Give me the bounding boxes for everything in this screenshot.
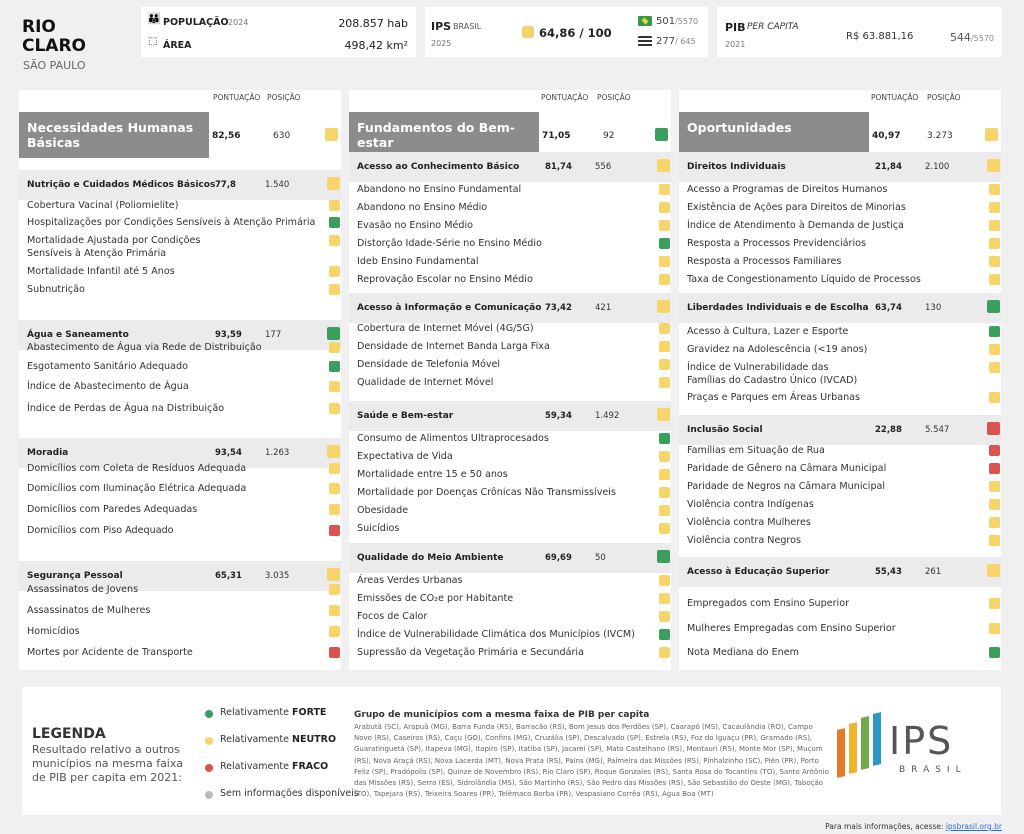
legend-panel — [22, 687, 1001, 815]
rank-state-value: 277 — [656, 36, 676, 47]
component-score: 59,34 — [545, 411, 572, 421]
indicator-color-square — [989, 238, 1000, 249]
indicator-label: Áreas Verdes Urbanas — [357, 575, 463, 586]
legend-description: Resultado relativo a outros municípios na mesma faixa de PIB per capita em 2021: — [32, 743, 184, 784]
component-position: 130 — [925, 303, 942, 313]
component-name: Inclusão Social — [687, 425, 763, 435]
indicator-color-square — [329, 235, 340, 246]
population-year: 2024 — [228, 18, 249, 27]
rank-brazil — [656, 16, 698, 27]
population-label: POPULAÇÃO — [163, 17, 229, 28]
indicator-label: Mortes por Acidente de Transporte — [27, 647, 193, 658]
indicator-color-square — [659, 611, 670, 622]
indicator-color-square — [329, 647, 340, 658]
indicator-color-square — [329, 605, 340, 616]
indicator-label: Homicídios — [27, 626, 80, 637]
indicator-label: Expectativa de Vida — [357, 451, 453, 462]
indicator-label: Obesidade — [357, 505, 409, 516]
component-name: Acesso à Educação Superior — [687, 567, 830, 577]
indicator-color-square — [329, 217, 340, 228]
indicator-color-square — [659, 220, 670, 231]
dimension-color-square — [325, 128, 338, 141]
indicator-color-square — [989, 647, 1000, 658]
indicator-color-square — [989, 256, 1000, 267]
indicator-label: Abastecimento de Água via Rede de Distribuição — [27, 342, 262, 353]
component-position: 2.100 — [925, 162, 950, 172]
indicator-color-square — [989, 445, 1000, 456]
indicator-label: Cobertura Vacinal (Poliomielite) — [27, 200, 179, 211]
legend-dot — [205, 764, 213, 772]
component-name: Moradia — [27, 448, 69, 458]
indicator-label: Subnutrição — [27, 284, 85, 295]
component-score: 65,31 — [215, 571, 242, 581]
logo-subtext: BRASIL — [899, 765, 967, 775]
indicator-label: Violência contra Negros — [687, 535, 802, 546]
indicator-label: Domicílios com Paredes Adequadas — [27, 504, 198, 515]
indicator-color-square — [989, 463, 1000, 474]
indicator-label: Supressão da Vegetação Primária e Secundária — [357, 647, 584, 658]
indicator-label: Taxa de Congestionamento Líquido de Processos — [687, 274, 921, 285]
component-name: Água e Saneamento — [27, 330, 129, 340]
logo-bar-1 — [837, 728, 845, 778]
component-name: Acesso à Informação e Comunicação — [357, 303, 542, 313]
legend-item-text: Sem informações disponíveis — [220, 788, 359, 799]
dimension-column-basic-needs — [19, 90, 341, 670]
indicator-label: Cobertura de Internet Móvel (4G/5G) — [357, 323, 534, 334]
header-position: POSIÇÃO — [927, 93, 961, 102]
component-position: 3.035 — [265, 571, 290, 581]
indicator-label: Paridade de Negros na Câmara Municipal — [687, 481, 886, 492]
pib-card — [717, 7, 1002, 57]
indicator-color-square — [329, 381, 340, 392]
dimension-score: 82,56 — [212, 131, 241, 141]
indicator-color-square — [989, 220, 1000, 231]
indicator-label: Violência contra Mulheres — [687, 517, 811, 528]
component-score: 93,59 — [215, 330, 242, 340]
component-color-square — [987, 300, 1000, 313]
component-name: Segurança Pessoal — [27, 571, 123, 581]
indicator-label: Ideb Ensino Fundamental — [357, 256, 479, 267]
indicator-color-square — [329, 626, 340, 637]
city-name-line2: CLARO — [22, 36, 87, 56]
indicator-label: Domicílios com Iluminação Elétrica Adequada — [27, 483, 247, 494]
dimension-score: 40,97 — [872, 131, 901, 141]
indicator-label: Resposta a Processos Previdenciários — [687, 238, 866, 249]
component-row — [679, 557, 1001, 587]
indicator-color-square — [989, 499, 1000, 510]
legend-item-strength: NEUTRO — [292, 734, 337, 745]
component-position: 50 — [595, 553, 606, 563]
indicator-label: Mortalidade Ajustada por Condições Sensíveis à Atenção Primária — [27, 235, 201, 259]
indicator-label: Reprovação Escolar no Ensino Médio — [357, 274, 533, 285]
indicator-label: Empregados com Ensino Superior — [687, 598, 850, 609]
component-color-square — [987, 422, 1000, 435]
pib-value: R$ 63.881,16 — [846, 31, 914, 42]
ips-sub: BRASIL — [453, 22, 482, 31]
indicator-label: Evasão no Ensino Médio — [357, 220, 474, 231]
indicator-color-square — [989, 517, 1000, 528]
indicator-color-square — [659, 341, 670, 352]
component-color-square — [657, 300, 670, 313]
indicator-label: Consumo de Alimentos Ultraprocesados — [357, 433, 549, 444]
indicator-label: Famílias em Situação de Rua — [687, 445, 825, 456]
component-row — [349, 543, 671, 573]
component-row — [679, 152, 1001, 182]
indicator-label: Abandono no Ensino Médio — [357, 202, 488, 213]
indicator-label: Violência contra Indígenas — [687, 499, 814, 510]
component-color-square — [987, 564, 1000, 577]
indicator-color-square — [329, 403, 340, 414]
component-row — [349, 152, 671, 182]
component-position: 261 — [925, 567, 942, 577]
component-score: 22,88 — [875, 425, 902, 435]
component-score: 81,74 — [545, 162, 572, 172]
legend-item-text: Relativamente — [220, 734, 292, 745]
indicator-label: Índice de Abastecimento de Água — [27, 381, 189, 392]
indicator-label: Gravidez na Adolescência (<19 anos) — [687, 344, 868, 355]
legend-dot — [205, 710, 213, 718]
component-color-square — [327, 177, 340, 190]
component-score: 21,84 — [875, 162, 902, 172]
component-score: 63,74 — [875, 303, 902, 313]
dimension-score: 71,05 — [542, 131, 571, 141]
indicator-color-square — [659, 469, 670, 480]
indicator-color-square — [989, 344, 1000, 355]
indicator-color-square — [989, 535, 1000, 546]
component-name: Acesso ao Conhecimento Básico — [357, 162, 520, 172]
indicator-color-square — [659, 323, 670, 334]
group-text: Arabutã (SC), Arapuã (MG), Barra Funda (RS), Barracão (RS), Bom Jesus dos Perdões (SP), Caarapó (MS), Cacaulândia (RO), Campo Novo (RS), Caseiros (RS), Caçu (GO), Confins (MG), Cruzália (SP), Descalvado (SP), Estrela (RS), Foz do Iguaçu (PR), Gramado (RS), Guaratinguetá (SP), Itapeva (MG), Itapiro (SP), Itatiba (SP), Jacareí (SP), Mato Castelhano (RS), Montauri (RS), Monte Mor (SP), Muçum (RS), Nova Araçá (RS), Nova Lacerda (MT), Nova Prata (RS), Pains (MG), Palmeira das Missões (RS), Pinhalzinho (SC), Piên (PR), Porto Feliz (SP), Pradópolis (SP), Quinze de Novembro (RS), Rio Claro (SP), Roque Gonzales (RS), Santa Rosa do Tocantins (TO), Santo Antônio das Missões (RS), Serra (ES), Sidrolândia (MS), São Martinho (RS), São Pedro das Missões (RS), São Sebastião do Oeste (MG), Taboção (TO), Tapejara (RS), Teixeira Soares (PR), Telêmaco Borba (PR), Vespasiano Corrêa (RS), Água Boa (MT) — [354, 723, 829, 799]
indicator-color-square — [659, 274, 670, 285]
component-position: 556 — [595, 162, 612, 172]
legend-item — [220, 788, 359, 799]
indicator-label: Paridade de Gênero na Câmara Municipal — [687, 463, 887, 474]
legend-item-text: Relativamente — [220, 761, 292, 772]
indicator-color-square — [659, 256, 670, 267]
population-value: 208.857 hab — [338, 17, 408, 30]
indicator-label: Índice de Perdas de Água na Distribuição — [27, 403, 225, 414]
indicator-label: Focos de Calor — [357, 611, 428, 622]
indicator-label: Domicílios com Piso Adequado — [27, 525, 174, 536]
indicator-color-square — [659, 505, 670, 516]
component-position: 177 — [265, 330, 282, 340]
component-name: Nutrição e Cuidados Médicos Básicos — [27, 180, 216, 190]
indicator-label: Nota Mediana do Enem — [687, 647, 799, 658]
indicator-color-square — [659, 359, 670, 370]
legend-item — [220, 734, 336, 745]
indicator-color-square — [659, 523, 670, 534]
indicator-color-square — [659, 184, 670, 195]
component-row — [679, 293, 1001, 323]
indicator-color-square — [989, 623, 1000, 634]
dimension-color-square — [985, 128, 998, 141]
rank-brazil-value: 501 — [656, 16, 676, 27]
indicator-color-square — [659, 575, 670, 586]
indicator-label: Abandono no Ensino Fundamental — [357, 184, 522, 195]
indicator-color-square — [659, 377, 670, 388]
indicator-color-square — [989, 362, 1000, 373]
footer-text: Para mais informações, acesse: — [825, 822, 946, 831]
indicator-color-square — [659, 202, 670, 213]
pib-sub: PER CAPITA — [747, 22, 799, 32]
legend-title: LEGENDA — [32, 726, 106, 742]
logo-bar-3 — [861, 716, 869, 770]
component-score: 55,43 — [875, 567, 902, 577]
component-position: 5.547 — [925, 425, 950, 435]
component-name: Saúde e Bem-estar — [357, 411, 454, 421]
component-color-square — [657, 159, 670, 172]
city-name-line1: RIO — [22, 17, 56, 37]
legend-dot — [205, 737, 213, 745]
indicator-label: Mortalidade entre 15 e 50 anos — [357, 469, 508, 480]
indicator-label: Suicídios — [357, 523, 400, 534]
area-label: ÁREA — [163, 40, 192, 51]
component-position: 1.540 — [265, 180, 290, 190]
indicator-color-square — [329, 525, 340, 536]
component-name: Direitos Individuais — [687, 162, 786, 172]
component-score: 73,42 — [545, 303, 572, 313]
indicator-color-square — [989, 274, 1000, 285]
footer-link[interactable]: ipsbrasil.org.br — [945, 822, 1002, 831]
indicator-label: Hospitalizações por Condições Sensíveis à Atenção Primária — [27, 217, 316, 228]
population-area-card — [141, 7, 416, 57]
pib-year: 2021 — [725, 40, 746, 49]
ips-score-card — [425, 7, 708, 57]
component-color-square — [987, 159, 1000, 172]
legend-dot — [205, 791, 213, 799]
indicator-label: Assassinatos de Mulheres — [27, 605, 151, 616]
ips-year: 2025 — [431, 39, 452, 48]
people-icon: 👪 — [147, 12, 161, 25]
rank-brazil-total: /5570 — [675, 17, 699, 26]
state-name: SÃO PAULO — [23, 59, 86, 72]
component-position: 1.492 — [595, 411, 620, 421]
indicator-label: Índice de Vulnerabilidade das Famílias do Cadastro Único (IVCAD) — [687, 362, 858, 386]
indicator-label: Índice de Vulnerabilidade Climática dos Municípios (IVCM) — [357, 629, 635, 640]
legend-item — [220, 761, 328, 772]
area-value: 498,42 km² — [344, 39, 408, 52]
indicator-color-square — [329, 361, 340, 372]
legend-item-strength: FRACO — [292, 761, 329, 772]
component-color-square — [657, 408, 670, 421]
indicator-label: Existência de Ações para Direitos de Minorias — [687, 202, 906, 213]
indicator-color-square — [989, 481, 1000, 492]
city-name — [22, 18, 86, 56]
indicator-color-square — [659, 238, 670, 249]
rank-state — [656, 36, 696, 47]
dimension-title: Fundamentos do Bem-estar — [349, 112, 539, 158]
indicator-color-square — [659, 451, 670, 462]
dimension-position: 92 — [603, 131, 615, 141]
footer — [825, 822, 1002, 831]
brazil-flag-icon — [638, 16, 652, 26]
indicator-label: Mulheres Empregadas com Ensino Superior — [687, 623, 896, 634]
indicator-label: Acesso a Programas de Direitos Humanos — [687, 184, 888, 195]
component-row — [679, 415, 1001, 445]
indicator-color-square — [329, 483, 340, 494]
component-color-square — [327, 568, 340, 581]
indicator-label: Distorção Idade-Série no Ensino Médio — [357, 238, 542, 249]
ips-score: 64,86 / 100 — [539, 26, 612, 40]
ips-color-square — [522, 26, 534, 38]
indicator-color-square — [329, 463, 340, 474]
component-row — [349, 293, 671, 323]
legend-item-strength: FORTE — [292, 707, 327, 718]
indicator-color-square — [329, 342, 340, 353]
group-title: Grupo de municípios com a mesma faixa de PIB per capita — [354, 710, 650, 720]
component-score: 77,8 — [215, 180, 236, 190]
indicator-color-square — [329, 266, 340, 277]
indicator-color-square — [989, 184, 1000, 195]
indicator-color-square — [329, 200, 340, 211]
pib-rank-total: /5570 — [970, 34, 994, 43]
indicator-color-square — [659, 647, 670, 658]
pib-rank — [950, 31, 994, 44]
indicator-color-square — [659, 629, 670, 640]
indicator-color-square — [659, 487, 670, 498]
indicator-color-square — [329, 584, 340, 595]
indicator-label: Acesso à Cultura, Lazer e Esporte — [687, 326, 849, 337]
header-score: PONTUAÇÃO — [541, 93, 589, 102]
component-score: 93,54 — [215, 448, 242, 458]
component-color-square — [327, 327, 340, 340]
dimension-title: Oportunidades — [679, 112, 869, 158]
indicator-label: Mortalidade por Doenças Crônicas Não Transmissíveis — [357, 487, 616, 498]
header-position: POSIÇÃO — [597, 93, 631, 102]
indicator-label: Emissões de CO₂e por Habitante — [357, 593, 514, 604]
indicator-label: Assassinatos de Jovens — [27, 584, 139, 595]
header-score: PONTUAÇÃO — [213, 93, 261, 102]
indicator-label: Domicílios com Coleta de Resíduos Adequada — [27, 463, 247, 474]
logo-bar-4 — [873, 712, 881, 766]
logo-text: IPS — [889, 719, 954, 763]
component-row — [19, 170, 341, 200]
indicator-color-square — [659, 593, 670, 604]
indicator-label: Qualidade de Internet Móvel — [357, 377, 494, 388]
area-icon: ⬚ — [148, 36, 158, 47]
indicator-label: Densidade de Internet Banda Larga Fixa — [357, 341, 550, 352]
indicator-color-square — [989, 598, 1000, 609]
rank-state-total: / 645 — [675, 37, 696, 46]
component-position: 421 — [595, 303, 612, 313]
component-color-square — [327, 445, 340, 458]
indicator-label: Esgotamento Sanitário Adequado — [27, 361, 188, 372]
indicator-label: Praças e Parques em Áreas Urbanas — [687, 392, 861, 403]
indicator-color-square — [659, 433, 670, 444]
indicator-color-square — [989, 202, 1000, 213]
ips-brasil-logo — [837, 717, 997, 779]
indicator-color-square — [329, 284, 340, 295]
indicator-label: Índice de Atendimento à Demanda de Justiça — [687, 220, 904, 231]
pib-label: PIB — [725, 21, 746, 34]
logo-bar-2 — [849, 722, 857, 774]
indicator-color-square — [329, 504, 340, 515]
component-name: Liberdades Individuais e de Escolha — [687, 303, 869, 313]
dimension-position: 3.273 — [927, 131, 953, 141]
indicator-label: Densidade de Telefonia Móvel — [357, 359, 501, 370]
dimension-column-wellbeing — [349, 90, 671, 670]
dimension-position: 630 — [273, 131, 291, 141]
header-position: POSIÇÃO — [267, 93, 301, 102]
dimension-column-opportunity — [679, 90, 1001, 670]
component-row — [349, 401, 671, 431]
ips-label: IPS — [431, 20, 452, 33]
indicator-label: Resposta a Processos Familiares — [687, 256, 842, 267]
indicator-color-square — [989, 326, 1000, 337]
component-position: 1.263 — [265, 448, 290, 458]
header-score: PONTUAÇÃO — [871, 93, 919, 102]
component-score: 69,69 — [545, 553, 572, 563]
legend-item — [220, 707, 326, 718]
dimension-color-square — [655, 128, 668, 141]
component-color-square — [657, 550, 670, 563]
pib-rank-value: 544 — [949, 31, 971, 44]
dimension-title: Necessidades Humanas Básicas — [19, 112, 209, 158]
indicator-color-square — [989, 392, 1000, 403]
component-name: Qualidade do Meio Ambiente — [357, 553, 504, 563]
state-flag-icon — [638, 36, 652, 46]
legend-item-text: Relativamente — [220, 707, 292, 718]
indicator-label: Mortalidade Infantil até 5 Anos — [27, 266, 175, 277]
